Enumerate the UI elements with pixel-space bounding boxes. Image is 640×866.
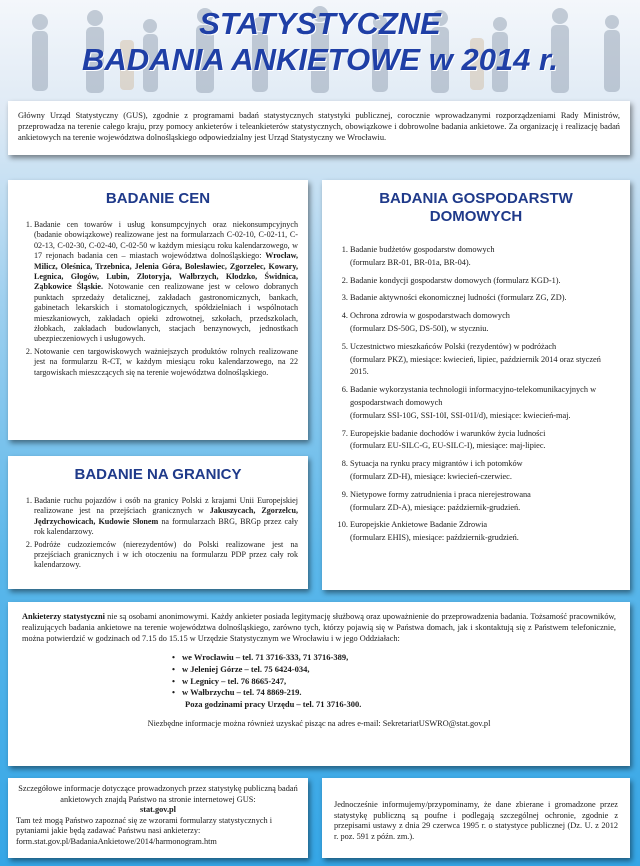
info-text: Szczegółowe informacje dotyczące prowadzonych przez statystykę publiczną badań ankietowych znajdą Państwo na stronie internetowej GUS:: [18, 784, 298, 804]
list-item: 4. Ochrona zdrowia w gospodarstwach domowych (formularz DS-50G, DS-50I), w styczniu.: [350, 310, 618, 336]
list-item: 9. Nietypowe formy zatrudnienia i praca nierejestrowana (formularz ZD-A), miesiące: październik-grudzień.: [350, 489, 618, 515]
list-item: 10. Europejskie Ankietowe Badanie Zdrowia (formularz EHIS), miesiące: październik-grudzień.: [350, 519, 618, 545]
badanie-cen-box: [8, 180, 308, 440]
border-crossings: Jakuszycach, Zgorzelcu, Jędrzychowicach, Kudowie Słonem: [34, 506, 298, 526]
confidentiality-text: Jednocześnie informujemy/przypominamy, że dane zbierane i gromadzone przez statystykę publiczną są poufne i podlegają szczególnej ochronie, zgodnie z przepisami ustawy z dnia 29 czerwca 1995 r. o statystyce publicznej (Dz. U. z 2012 r. poz. 591 z późn. zm.).: [334, 800, 618, 841]
email-note: Niezbędne informacje można również uzyskać pisząc na adres e-mail: SekretariatUSWRO@stat.gov.pl: [147, 719, 491, 729]
contact-list: [172, 652, 616, 710]
contact-item: • w Jeleniej Górze – tel. 75 6424-034,: [172, 664, 616, 676]
badanie-cen-heading: BADANIE CEN: [105, 190, 211, 207]
forms-text: Tam też mogą Państwo zapoznać się ze wzorami formularzy statystycznych i pytaniami jakie będą zadawać Państwu nasi ankieterzy:: [16, 815, 273, 836]
list-item: 3. Badanie aktywności ekonomicznej ludności (formularz ZG, ZD).: [350, 292, 618, 305]
list-item: 1. Badanie cen towarów i usług konsumpcyjnych oraz niekonsumpcyjnych (badanie obowiązkowe) realizowane jest na formularzach C-02-10, C-02-11, C-02-13, C-02-30, C-02-40, C-02-50 w każdym miesiącu roku kalendarzowego, w 17 rejonach badania cen – miastach województwa dolnośląskiego: Wrocław, Milicz, Oleśnica, Trzebnica, Jelenia Góra, Bolesławiec, Zgorzelec, Kowary, Legnica, Głogów, Lubin, Złotoryja, Wałbrzych, Kłodzko, Świdnica, Ząbkowice Śląskie. Notowanie cen realizowane jest w celowo dobranych punktach sprzedaży detalicznej, zakładach gastronomicznych, bankach, gabinetach lekarskich i stomatologicznych, spółdzielniach i wspólnotach mieszkaniowych, zakładach opieki zdrowotnej, szkołach, przedszkolach, żłobkach, zakładach budowlanych, stacjach benzynowych, jednostkach ubezpieczeniowych i usługowych.: [34, 220, 298, 345]
after-hours-phone: Poza godzinami pracy Urzędu – tel. 71 3716-300.: [185, 698, 362, 709]
list-item: 2. Podróże cudzoziemców (nierezydentów) do Polski realizowane jest na przejściach granicznych i w ich otoczeniu na formularzu PDP przez cały rok kalendarzowy.: [34, 540, 298, 571]
badanie-granicy-list: [18, 496, 298, 571]
confidentiality-box: [322, 778, 630, 858]
page-title: [0, 6, 640, 78]
badanie-granicy-heading: BADANIE NA GRANICY: [74, 466, 242, 483]
badanie-cen-list: [18, 220, 298, 378]
ankieterzy-text: Ankieterzy statystyczni nie są osobami anonimowymi. Każdy ankieter posiada legitymację służbową oraz upoważnienie do przeprowadzenia badania. Tożsamość pracowników, realizujących badania ankietowe na terenie województwa dolnośląskiego, zarówno tych, którzy pojawią się w Państwa domach, jak i skontaktują się z Państwem telefonicznie, można potwierdzić w godzinach od 7.15 do 15.15 w Urzędzie Statystycznym we Wrocławiu i w jego Oddziałach:: [22, 612, 617, 643]
title-line-2: BADANIA ANKIETOWE w 2014 r.: [81, 42, 558, 77]
contact-item: • we Wrocławiu – tel. 71 3716-333, 71 3716-389,: [172, 652, 616, 664]
badanie-granicy-box: [8, 456, 308, 589]
intro-text: Główny Urząd Statystyczny (GUS), zgodnie z programami badań statystycznych statystyki publicznej, corocznie wprowadzanymi rozporządzeniami Rady Ministrów, przeprowadza na terenie całego kraju, przy pomocy ankieterów i teleankieterów statystycznych, obowiązkowe i dobrowolne badania ankietowe. Za organizację i realizację badań ankietowych na terenie województwa dolnośląskiego odpowiedzialny jest Urząd Statystyczny we Wrocławiu.: [18, 111, 620, 142]
ankieterzy-box: [8, 602, 630, 766]
info-links-box: [8, 778, 308, 858]
list-item: 8. Sytuacja na rynku pracy migrantów i ich potomków (formularz ZD-H), miesiące: kwiecień-czerwiec.: [350, 458, 618, 484]
title-line-1: STATYSTYCZNE: [199, 6, 441, 41]
list-item: 6. Badanie wykorzystania technologii informacyjno-telekomunikacyjnych w gospodarstwach domowych (formularz SSI-10G, SSI-10I, SSI-01I/d), miesiące: kwiecień-maj.: [350, 384, 618, 422]
intro-box: [8, 101, 630, 155]
badania-gospodarstw-heading: BADANIA GOSPODARSTW DOMOWYCH: [379, 190, 573, 225]
gus-website-link[interactable]: stat.gov.pl: [140, 805, 176, 815]
list-item: 1. Badanie ruchu pojazdów i osób na granicy Polski z krajami Unii Europejskiej realizowane jest na przejściach granicznych w Jakuszycach, Zgorzelcu, Jędrzychowicach, Kudowie Słonem na formularzach BRG, BRGp przez cały rok kalendarzowy.: [34, 496, 298, 538]
badania-gospodarstw-box: [322, 180, 630, 590]
badania-gospodarstw-list: [334, 244, 618, 545]
forms-url-link[interactable]: form.stat.gov.pl/BadaniaAnkietowe/2014/harmonogram.htm: [16, 836, 217, 846]
list-item: 2. Badanie kondycji gospodarstw domowych (formularz KGD-1).: [350, 275, 618, 288]
list-item: 1. Badanie budżetów gospodarstw domowych (formularz BR-01, BR-01a, BR-04).: [350, 244, 618, 270]
list-item: 5. Uczestnictwo mieszkańców Polski (rezydentów) w podróżach (formularz PKZ), miesiące: kwiecień, lipiec, październik 2014 oraz styczeń 2015.: [350, 341, 618, 379]
contact-item: • w Legnicy – tel. 76 8665-247,: [172, 676, 616, 688]
list-item: 7. Europejskie badanie dochodów i warunków życia ludności (formularz EU-SILC-G, EU-SILC-I), miesiące: maj-lipiec.: [350, 428, 618, 454]
cities-list: Wrocław, Milicz, Oleśnica, Trzebnica, Jelenia Góra, Bolesławiec, Zgorzelec, Kowary, Legnica, Głogów, Lubin, Złotoryja, Wałbrzych, Kłodzko, Świdnica, Ząbkowice Śląskie.: [34, 251, 298, 292]
contact-item: • w Wałbrzychu – tel. 74 8869-219.: [172, 687, 616, 699]
list-item: 2. Notowanie cen targowiskowych ważniejszych produktów rolnych realizowane jest na formularzu R-CT, w każdym miesiącu roku kalendarzowego, na 22 targowiskach mieszczących się na terenie województwa dolnośląskiego.: [34, 347, 298, 378]
